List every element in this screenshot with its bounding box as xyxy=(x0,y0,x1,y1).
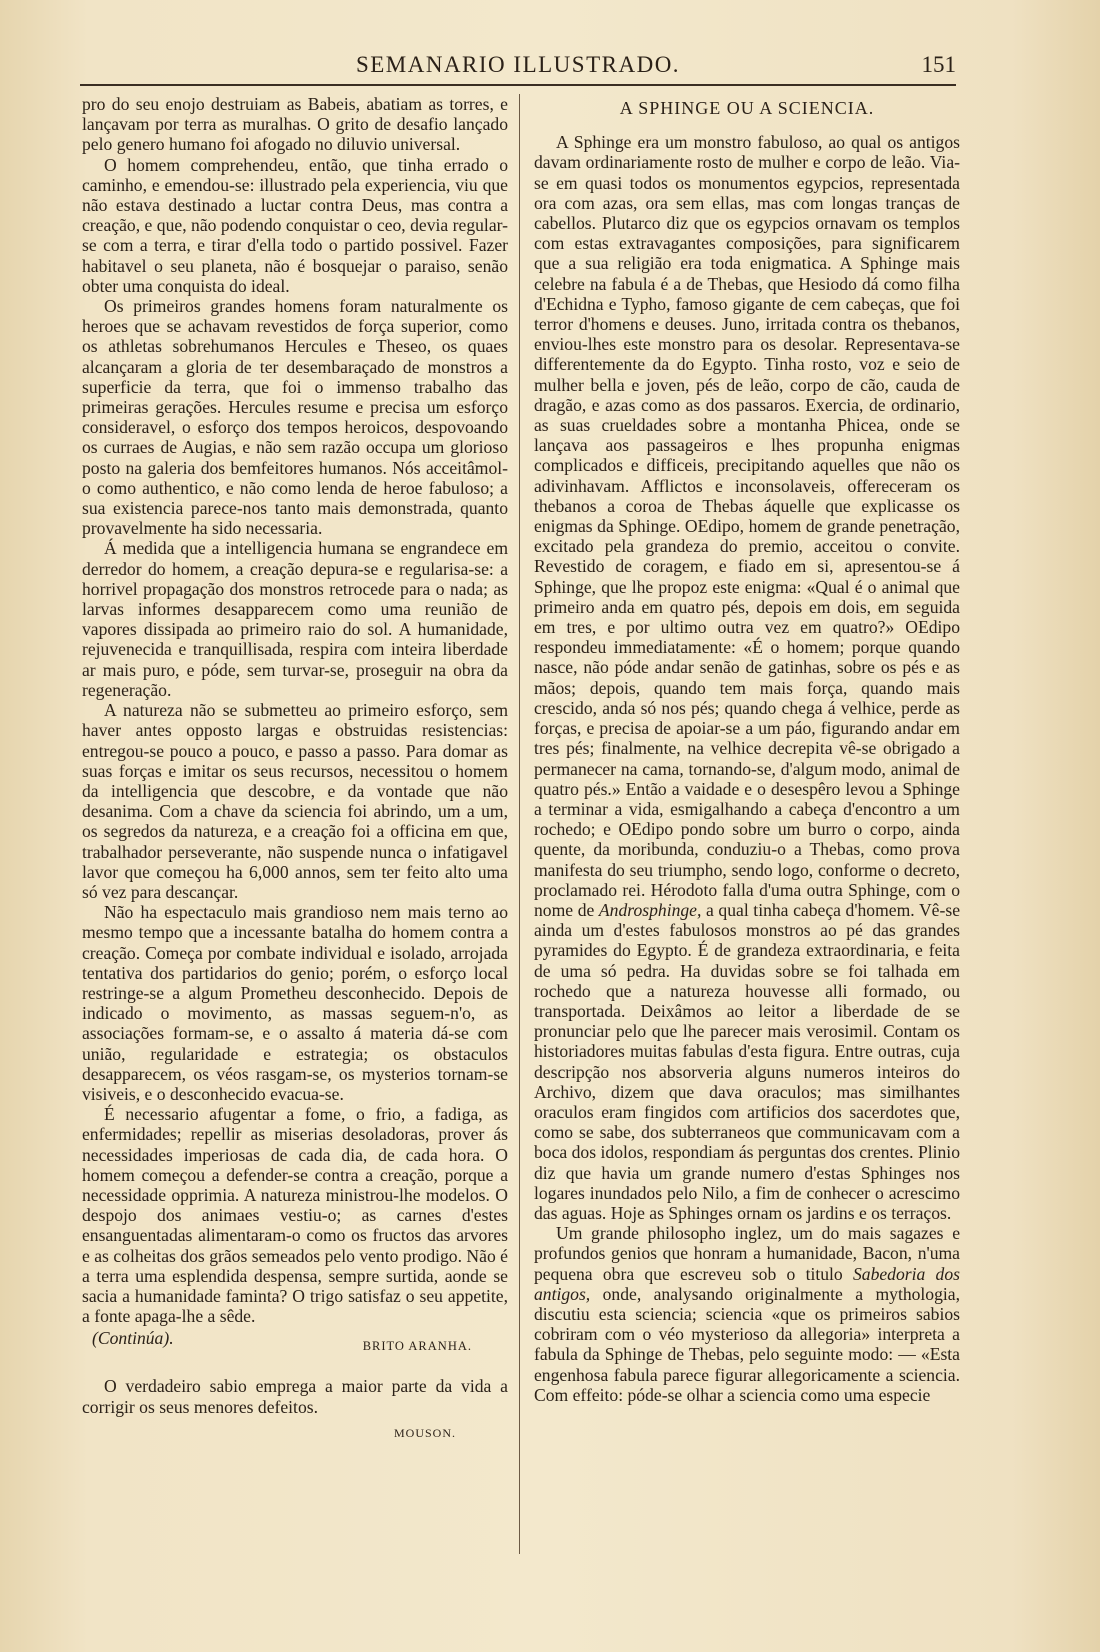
italic-term: Androsphinge, xyxy=(598,899,702,920)
left-column xyxy=(82,94,508,1443)
article-signoff xyxy=(82,1328,508,1352)
continua-note: (Continúa). xyxy=(92,1328,174,1349)
paragraph-text: onde, analysando originalmente a mythologia, discutiu esta sciencia; sciencia «que os primeiros sabios cobriram com o véo mysterioso da allegoria» interpreta a fabula da Sphinge de Thebas, pelo seguinte modo: — «Esta engenhosa fabula parece figurar allegoricamente a sciencia. Com effeito: póde-se olhar a sciencia como uma especie xyxy=(534,1283,960,1405)
column-divider xyxy=(519,94,520,1554)
paragraph: É necessario afugentar a fome, o frio, a fadiga, as enfermidades; repellir as miserias desoladoras, prover ás necessidades imperiosas de cada dia, de cada hora. O homem começou a defender-se contra a creação, porque a necessidade opprimia. A natureza ministrou-lhe modelos. O despojo dos animaes vestiu-o; as carnes d'estes ensanguentadas alimentaram-o como os fructos das arvores e as colheitas dos grãos semeados pelo vento prodigo. Não é a terra uma esplendida despensa, sempre surtida, aonde se sacia a humanidade faminta? O trigo satisfaz o seu appetite, a fonte apaga-lhe a sêde. xyxy=(82,1104,508,1327)
paragraph: Não ha espectaculo mais grandioso nem mais terno ao mesmo tempo que a incessante batalha do homem contra a creação. Começa por combate individual e isolado, arrojada tentativa dos partidarios do genio; porém, o esforço local restringe-se a algum Prometheu desconhecido. Depois de indicado o movimento, as massas seguem-n'o, as associações formam-se, e o assalto á materia dá-se com união, regularidade e estrategia; os obstaculos desapparecem, os véos rasgam-se, os mysterios tornam-se visiveis, e o desconhecido evacua-se. xyxy=(82,902,508,1104)
maxim-text: O verdadeiro sabio emprega a maior parte da vida a corrigir os seus menores defeitos. xyxy=(82,1376,508,1417)
page-header xyxy=(80,48,956,86)
masthead: SEMANARIO ILLUSTRADO. xyxy=(355,52,681,77)
paragraph: A natureza não se submetteu ao primeiro esforço, sem haver antes opposto largas e obstruidas resistencias: entregou-se pouco a pouco, e passo a passo. Para domar as suas forças e imitar os seus recursos, necessitou o homem da intelligencia que descobre, e da vontade que não desanima. Com a chave da sciencia foi abrindo, um a um, os segredos da natureza, e a creação foi a officina em que, trabalhador perseverante, não suspende nunca o infatigavel lavor que começou ha 6,000 annos, sem ter feito alto uma só vez para descançar. xyxy=(82,700,508,902)
paragraph: Os primeiros grandes homens foram naturalmente os heroes que se achavam revestidos de força superior, como os athletas sobrehumanos Hercules e Theseo, os quaes alcançaram a gloria de ter desembaraçado de monstros a superficie da terra, que foi o immenso trabalho das primeiras gerações. Hercules resume e precisa um esforço consideravel, o esforço dos tempos heroicos, despovoando os curraes de Augias, e não sem razão occupa um glorioso posto na galeria dos bemfeitores humanos. Nós acceitâmol-o como authentico, e não como lenda de heroe fabuloso; a sua existencia parece-nos tanto mais demonstrada, quanto provavelmente ha sido necessaria. xyxy=(82,296,508,539)
italic-title: Sabedoria dos antigos, xyxy=(534,1263,961,1304)
article-author: BRITO ARANHA. xyxy=(362,1339,472,1354)
article-title: A SPHINGE OU A SCIENCIA. xyxy=(619,98,875,118)
page-number: 151 xyxy=(921,52,956,77)
paragraph xyxy=(534,132,960,1223)
paragraph: Á medida que a intelligencia humana se engrandece em derredor do homem, a creação depura-se e regularisa-se: a horrivel propagação dos monstros retrocede para o nada; as larvas informes desapparecem como uma reunião de vapores dissipada ao primeiro raio do sol. A humanidade, rejuvenecida e tranquillisada, respira com inteira liberdade ar mais puro, e póde, sem turvar-se, proseguir na obra da regeneração. xyxy=(82,538,508,700)
paragraph-text: a qual tinha cabeça d'homem. Vê-se ainda um d'estes fabulosos monstros ao pé das grandes pyramides do Egypto. É de grandeza extraordinaria, e feita de uma só pedra. Ha duvidas sobre se foi talhada em rochedo que a natureza houvesse alli formado, ou transportada. Deixâmos ao leitor a liberdade de se pronunciar pelo que lhe parecer mais verosimil. Contam os historiadores muitas fabulas d'esta figura. Entre outras, cuja descripção nos absorveria alguns numeros inteiros do Archivo, dizem que dava oraculos; mas similhantes oraculos eram fingidos com artificios dos sacerdotes que, como se sabe, dos subterraneos que communicavam com a boca dos idolos, respondiam ás perguntas dos crentes. Plinio diz que havia um grande numero d'estas Sphinges nos logares inundados pelo Nilo, a fim de conhecer o acrescimo das aguas. Hoje as Sphinges ornam os jardins e os terraços. xyxy=(534,899,960,1223)
maxim xyxy=(82,1376,508,1443)
paragraph xyxy=(534,1223,960,1405)
maxim-author: MOUSON. xyxy=(393,1425,456,1440)
paragraph-text: A Sphinge era um monstro fabuloso, ao qual os antigos davam ordinariamente rosto de mulher e corpo de leão. Via-se em quasi todos os monumentos egypcios, representada ora com azas, ora sem ellas, mas com longas tranças de cabellos. Plutarco diz que os egypcios ornavam os templos com estas extravagantes composições, para significarem que a sua religião era toda enigmatica. A Sphinge mais celebre na fabula é a de Thebas, que Hesiodo dá como filha d'Echidna e Typho, famoso gigante de cem cabeças, que foi terror d'homens e deuses. Juno, irritada contra os thebanos, enviou-lhes este monstro para os desolar. Representava-se differentemente da do Egypto. Tinha rosto, voz e seio de mulher bella e joven, pés de leão, corpo de cão, cauda de dragão, e azas como as dos passaros. Exercia, de ordinario, as suas crueldades sobre a montanha Phicea, onde se lançava aos passageiros e lhes propunha enigmas complicados e difficeis, precipitando aquelles que não os adivinhavam. Afflictos e inconsolaveis, offereceram os thebanos a coroa de Thebas áquelle que explicasse os enigmas da Sphinge. OEdipo, homem de grande penetração, excitado pela grandeza do premio, acceitou o convite. Revestido de coragem, e fiado em si, apresentou-se á Sphinge, que lhe propoz este enigma: «Qual é o animal que primeiro anda em quatro pés, depois em dois, em seguida em tres, e por ultimo outra vez em quatro?» OEdipo respondeu immediatamente: «É o homem; porque quando nasce, não póde andar senão de gatinhas, sobre os pés e as mãos; depois, quando tem mais força, quando mais crescido, anda só nos pés; quando chega á velhice, perde as forças, e precisa de apoiar-se a um páo, figurando andar em tres pés; finalmente, na velhice decrepita vê-se obrigado a permanecer na cama, tornando-se, d'algum modo, animal de quatro pés.» Então a vaidade e o desespêro levou a Sphinge a terminar a vida, esmigalhando a cabeça d'encontro a um rochedo; e OEdipo pondo sobre um burro o corpo, ainda quente, da moribunda, conduziu-o a Thebas, como prova manifesta do seu triumpho, sendo logo, conforme o decreto, proclamado rei. Hérodoto falla d'uma outra Sphinge, com o nome de xyxy=(534,132,960,920)
paragraph: O homem comprehendeu, então, que tinha errado o caminho, e emendou-se: illustrado pela experiencia, viu que não estava destinado a luctar contra Deus, mas contra a creação, e que, não podendo conquistar o ceo, devia regular-se com a terra, e tirar d'ella todo o partido possivel. Fazer habitavel o seu planeta, não é bosquejar o paraiso, senão obter uma conquista do ideal. xyxy=(82,154,508,296)
paragraph: pro do seu enojo destruiam as Babeis, abatiam as torres, e lançavam por terra as muralhas. O grito de desafio lançado pelo genero humano foi afogado no diluvio universal. xyxy=(82,94,508,155)
paragraph-text: Um grande philosopho inglez, um do mais sagazes e profundos genios que honram a humanidade, Bacon, n'uma pequena obra que escreveu sob o titulo xyxy=(534,1223,960,1284)
right-column xyxy=(534,94,960,1405)
